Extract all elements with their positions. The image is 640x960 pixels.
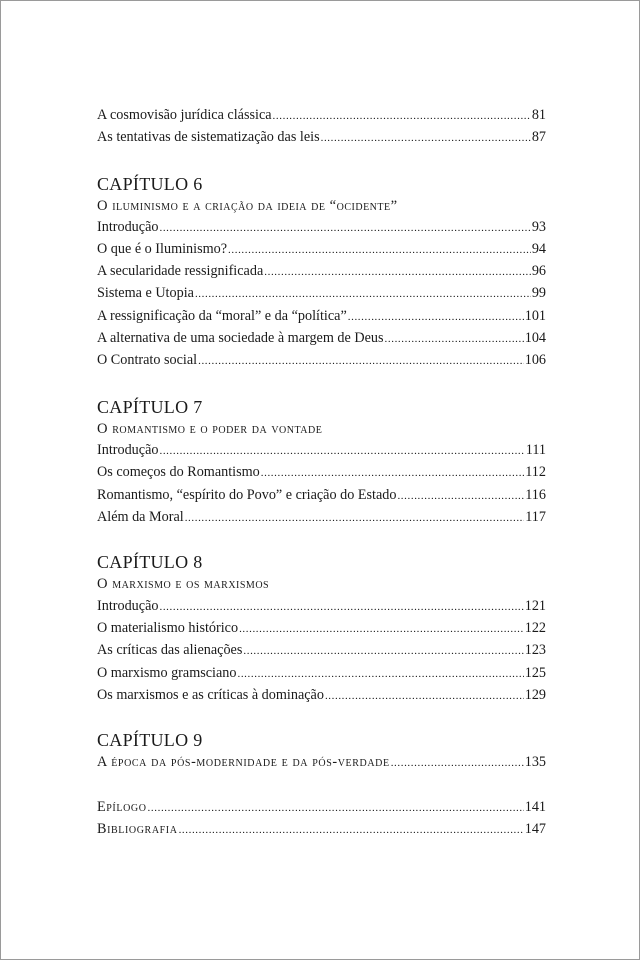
toc-entry-page: 123 <box>524 642 546 658</box>
toc-entry-title: A secularidade ressignificada <box>97 263 264 279</box>
toc-entry[interactable] <box>97 685 546 705</box>
chapter-title: O iluminismo e a criação da ideia de “ocidente” <box>97 198 398 214</box>
toc-entry[interactable] <box>97 283 546 303</box>
toc-entry-title: A época da pós-modernidade e da pós-verdade <box>97 754 390 770</box>
toc-entry-title: Bibliografia <box>97 821 178 837</box>
dot-leader <box>185 508 525 528</box>
toc-entry[interactable] <box>97 485 546 505</box>
toc-entry-title: O que é o Iluminismo? <box>97 241 228 257</box>
toc-entry-page: 117 <box>525 509 546 525</box>
toc-entry-title: A ressignificação da “moral” e da “política” <box>97 308 347 324</box>
dot-leader <box>243 641 523 661</box>
toc-entry-page: 104 <box>524 330 546 346</box>
toc-entry[interactable] <box>97 306 546 326</box>
dot-leader <box>159 218 530 238</box>
toc-entry-page: 101 <box>524 308 546 324</box>
chapter-heading: CAPÍTULO 6 <box>97 174 203 194</box>
toc-entry-title: A alternativa de uma sociedade à margem de Deus <box>97 330 384 346</box>
dot-leader <box>148 798 524 818</box>
toc-entry-title: Introdução <box>97 442 159 458</box>
dot-leader <box>159 597 523 617</box>
toc-entry-page: 93 <box>531 219 546 235</box>
dot-leader <box>264 262 531 282</box>
toc-entry[interactable] <box>97 127 546 147</box>
toc-entry-title: O marxismo gramsciano <box>97 665 237 681</box>
dot-leader <box>391 753 524 773</box>
toc-entry-title: Epílogo <box>97 799 147 815</box>
toc-entry-title: As tentativas de sistematização das leis <box>97 129 320 145</box>
dot-leader <box>195 284 531 304</box>
chapter-heading: CAPÍTULO 8 <box>97 552 203 572</box>
chapter-heading: CAPÍTULO 7 <box>97 397 203 417</box>
toc-entry[interactable] <box>97 663 546 683</box>
toc-entry-page: 99 <box>531 285 546 301</box>
toc-entry-title: Romantismo, “espírito do Povo” e criação do Estado <box>97 487 397 503</box>
toc-entry-page: 129 <box>524 687 546 703</box>
dot-leader <box>239 619 524 639</box>
toc-entry-page: 106 <box>524 352 546 368</box>
toc-entry[interactable] <box>97 328 546 348</box>
toc-entry-page: 112 <box>525 464 546 480</box>
toc-entry-title: Sistema e Utopia <box>97 285 194 301</box>
toc-entry[interactable] <box>97 239 546 259</box>
toc-entry[interactable] <box>97 618 546 638</box>
toc-entry-page: 81 <box>531 107 546 123</box>
toc-entry-title: Introdução <box>97 598 159 614</box>
dot-leader <box>385 329 524 349</box>
toc-entry-page: 141 <box>524 799 546 815</box>
toc-entry[interactable] <box>97 507 546 527</box>
toc-entry[interactable] <box>97 596 546 616</box>
toc-entry-title: Os começos do Romantismo <box>97 464 260 480</box>
dot-leader <box>325 686 524 706</box>
toc-entry[interactable] <box>97 105 546 125</box>
toc-entry[interactable] <box>97 261 546 281</box>
dot-leader <box>348 307 524 327</box>
dot-leader <box>179 820 524 840</box>
toc-entry[interactable] <box>97 350 546 370</box>
dot-leader <box>198 351 524 371</box>
toc-entry-page: 96 <box>531 263 546 279</box>
toc-entry-page: 122 <box>524 620 546 636</box>
toc-entry-page: 125 <box>524 665 546 681</box>
chapter-heading: CAPÍTULO 9 <box>97 730 203 750</box>
toc-entry[interactable] <box>97 797 546 817</box>
dot-leader <box>237 664 523 684</box>
toc-entry[interactable] <box>97 640 546 660</box>
toc-entry-title: O materialismo histórico <box>97 620 239 636</box>
toc-entry[interactable] <box>97 752 546 772</box>
toc-entry-title: O Contrato social <box>97 352 198 368</box>
toc-entry[interactable] <box>97 440 546 460</box>
dot-leader <box>228 240 531 260</box>
dot-leader <box>159 441 524 461</box>
dot-leader <box>261 463 524 483</box>
toc-entry-page: 116 <box>525 487 546 503</box>
chapter-title: O romantismo e o poder da vontade <box>97 421 323 437</box>
dot-leader <box>397 486 524 506</box>
dot-leader <box>321 128 531 148</box>
toc-entry[interactable] <box>97 819 546 839</box>
toc-entry-title: Introdução <box>97 219 159 235</box>
toc-entry-page: 94 <box>531 241 546 257</box>
toc-entry-title: As críticas das alienações <box>97 642 243 658</box>
toc-entry-page: 87 <box>531 129 546 145</box>
toc-entry-title: A cosmovisão jurídica clássica <box>97 107 272 123</box>
chapter-title: O marxismo e os marxismos <box>97 576 270 592</box>
dot-leader <box>273 106 531 126</box>
toc-entry[interactable] <box>97 462 546 482</box>
toc-entry-page: 121 <box>524 598 546 614</box>
toc-entry[interactable] <box>97 217 546 237</box>
toc-entry-page: 147 <box>524 821 546 837</box>
toc-entry-page: 111 <box>525 442 546 458</box>
toc-entry-title: Os marxismos e as críticas à dominação <box>97 687 324 703</box>
toc-entry-page: 135 <box>524 754 546 770</box>
toc-entry-title: Além da Moral <box>97 509 184 525</box>
